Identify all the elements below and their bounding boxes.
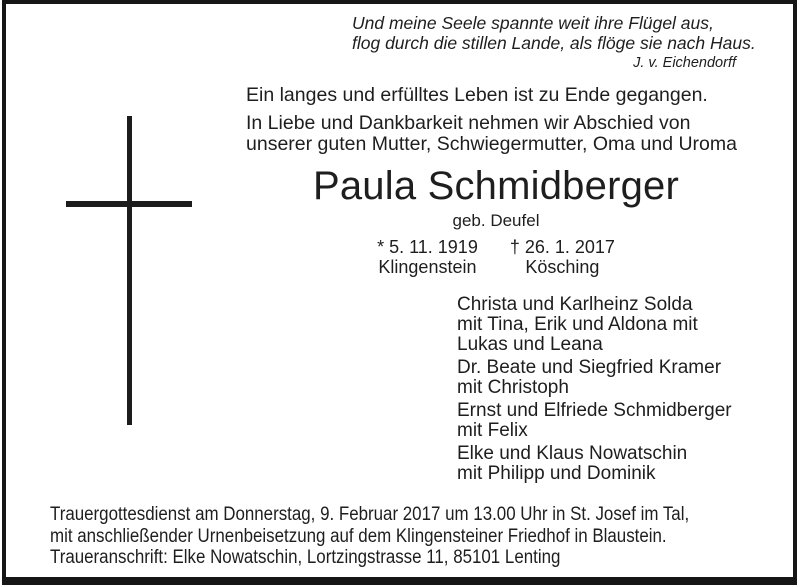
mourner-line: Elke und Klaus Nowatschin <box>457 443 688 464</box>
burial-line: mit anschließender Urnenbeisetzung auf dem Klingensteiner Friedhof in Blaustein. <box>50 525 667 547</box>
death-place: Kösching <box>525 257 600 277</box>
deceased-name: Paula Schmidberger <box>312 164 680 208</box>
quote-line: flog durch die stillen Lande, als flöge sie nach Haus. <box>352 33 756 53</box>
mourner-family <box>457 358 732 398</box>
mourner-line: mit Christoph <box>457 377 569 398</box>
birth-date: * 5. 11. 1919 <box>377 237 478 257</box>
cross-vertical-bar <box>127 116 132 425</box>
mourner-line: mit Felix <box>457 420 528 441</box>
condolence-address-line: Traueranschrift: Elke Nowatschin, Lortzingstrasse 11, 85101 Lenting <box>50 547 561 568</box>
farewell-paragraph <box>246 113 737 155</box>
quote-attribution: J. v. Eichendorff <box>633 55 736 71</box>
maiden-name: geb. Deufel <box>452 211 540 230</box>
death-date: † 26. 1. 2017 <box>509 237 615 257</box>
death-info <box>510 237 615 277</box>
cross-horizontal-bar <box>66 201 192 207</box>
deceased-block <box>246 165 746 277</box>
birth-place: Klingenstein <box>378 257 477 277</box>
funeral-service-line: Trauergottesdienst am Donnerstag, 9. Februar 2017 um 13.00 Uhr in St. Josef im Tal, <box>50 504 690 525</box>
funeral-details <box>50 504 798 569</box>
mourner-line: Dr. Beate und Siegfried Kramer <box>457 357 722 378</box>
birth-info <box>377 237 478 277</box>
mourners-list <box>457 295 732 487</box>
mourner-line: Christa und Karlheinz Solda <box>457 294 693 315</box>
mourner-line: Lukas und Leana <box>457 334 603 355</box>
mourner-family <box>457 401 732 441</box>
mourner-line: mit Tina, Erik und Aldona mit <box>457 314 698 335</box>
mourner-line: Ernst und Elfriede Schmidberger <box>457 400 732 421</box>
intro-sentence: Ein langes und erfülltes Leben ist zu Ende gegangen. <box>246 84 708 106</box>
life-dates-row <box>246 237 746 277</box>
mourner-line: mit Philipp und Dominik <box>457 463 656 484</box>
epigraph-quote <box>352 13 756 71</box>
mourner-family <box>457 295 732 355</box>
farewell-line: unserer guten Mutter, Schwiegermutter, Oma und Uroma <box>246 133 737 155</box>
mourner-family <box>457 444 732 484</box>
quote-line: Und meine Seele spannte weit ihre Flügel aus, <box>352 13 714 33</box>
farewell-line: In Liebe und Dankbarkeit nehmen wir Abschied von <box>246 112 691 134</box>
